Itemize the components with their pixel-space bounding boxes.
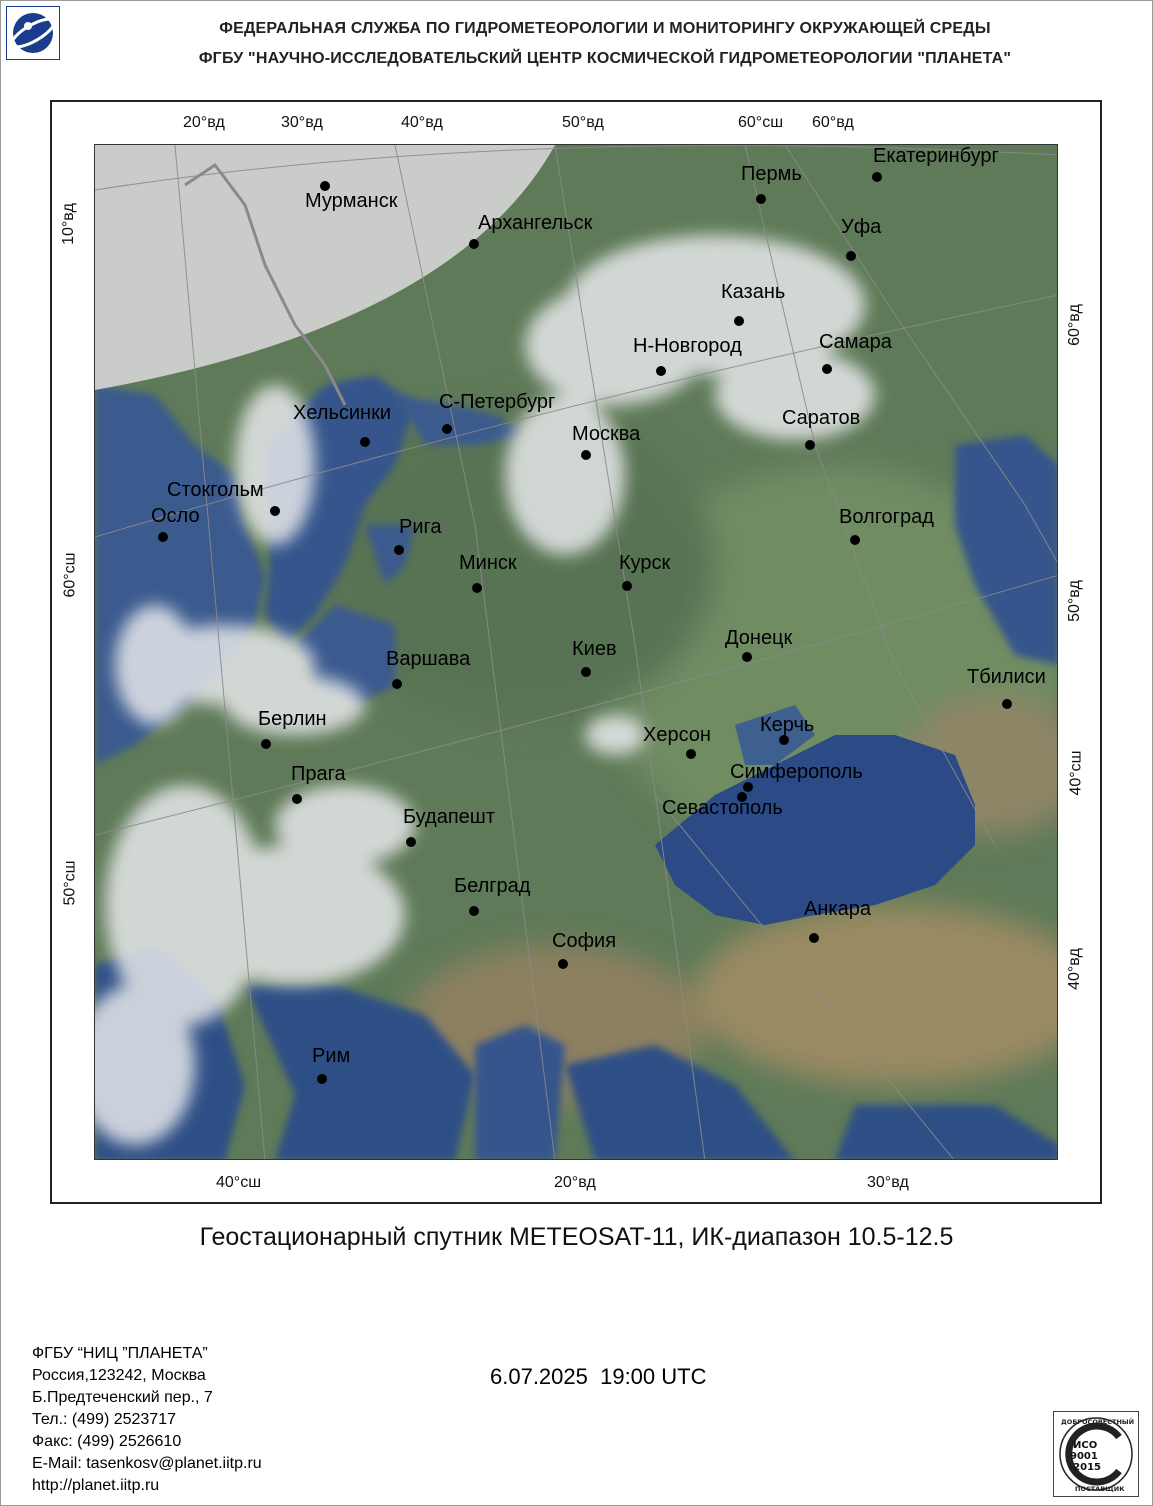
contact-website: http://planet.iitp.ru [32,1477,160,1494]
bottom-tick-20e: 20°вд [554,1174,596,1191]
contact-email: E-Mail: tasenkosv@planet.iitp.ru [32,1455,262,1472]
svg-text:-2015: -2015 [1069,1462,1101,1473]
top-tick-50e: 50°вд [562,114,604,131]
top-tick-40e: 40°вд [401,114,443,131]
right-tick-40n: 40°сш [1067,750,1085,796]
contact-org: ФГБУ “НИЦ ”ПЛАНЕТА” [32,1345,208,1362]
left-tick-60n: 60°сш [61,552,79,598]
observation-datetime: 6.07.2025 19:00 UTC [490,1364,707,1389]
contact-street: Б.Предтеченский пер., 7 [32,1389,213,1406]
contact-city: Россия,123242, Москва [32,1367,206,1384]
svg-text:ПОСТАВЩИК: ПОСТАВЩИК [1075,1485,1125,1493]
top-tick-20e: 20°вд [183,114,225,131]
top-tick-60n: 60°сш [738,114,784,131]
svg-text:9001: 9001 [1070,1451,1098,1462]
right-tick-50e: 50°вд [1065,580,1083,622]
svg-text:ДОБРОСОВЕСТНЫЙ: ДОБРОСОВЕСТНЫЙ [1061,1418,1135,1426]
left-tick-10e: 10°вд [59,203,77,245]
contact-info [32,1343,262,1497]
contact-fax: Факс: (499) 2526610 [32,1433,182,1450]
contact-phone: Тел.: (499) 2523717 [32,1411,176,1428]
header-center: ФГБУ "НАУЧНО-ИССЛЕДОВАТЕЛЬСКИЙ ЦЕНТР КОСМИЧЕСКОЙ ГИДРОМЕТЕОРОЛОГИИ "ПЛАНЕТА" [198,50,1012,67]
header-agency: ФЕДЕРАЛЬНАЯ СЛУЖБА ПО ГИДРОМЕТЕОРОЛОГИИ И МОНИТОРИНГУ ОКРУЖАЮЩЕЙ СРЕДЫ [219,20,991,37]
iso-certification-badge [1053,1411,1139,1497]
right-tick-60e: 60°вд [1065,304,1083,346]
left-tick-50n: 50°сш [61,860,79,906]
svg-text:ИСО: ИСО [1073,1440,1098,1451]
bottom-tick-30e: 30°вд [867,1174,909,1191]
top-tick-60e: 60°вд [812,114,854,131]
top-tick-30e: 30°вд [281,114,323,131]
planeta-logo [6,6,60,60]
bottom-tick-40n: 40°сш [216,1174,262,1191]
right-tick-40e: 40°вд [1065,948,1083,990]
image-caption: Геостационарный спутник METEOSAT-11, ИК-диапазон 10.5-12.5 [199,1223,954,1251]
